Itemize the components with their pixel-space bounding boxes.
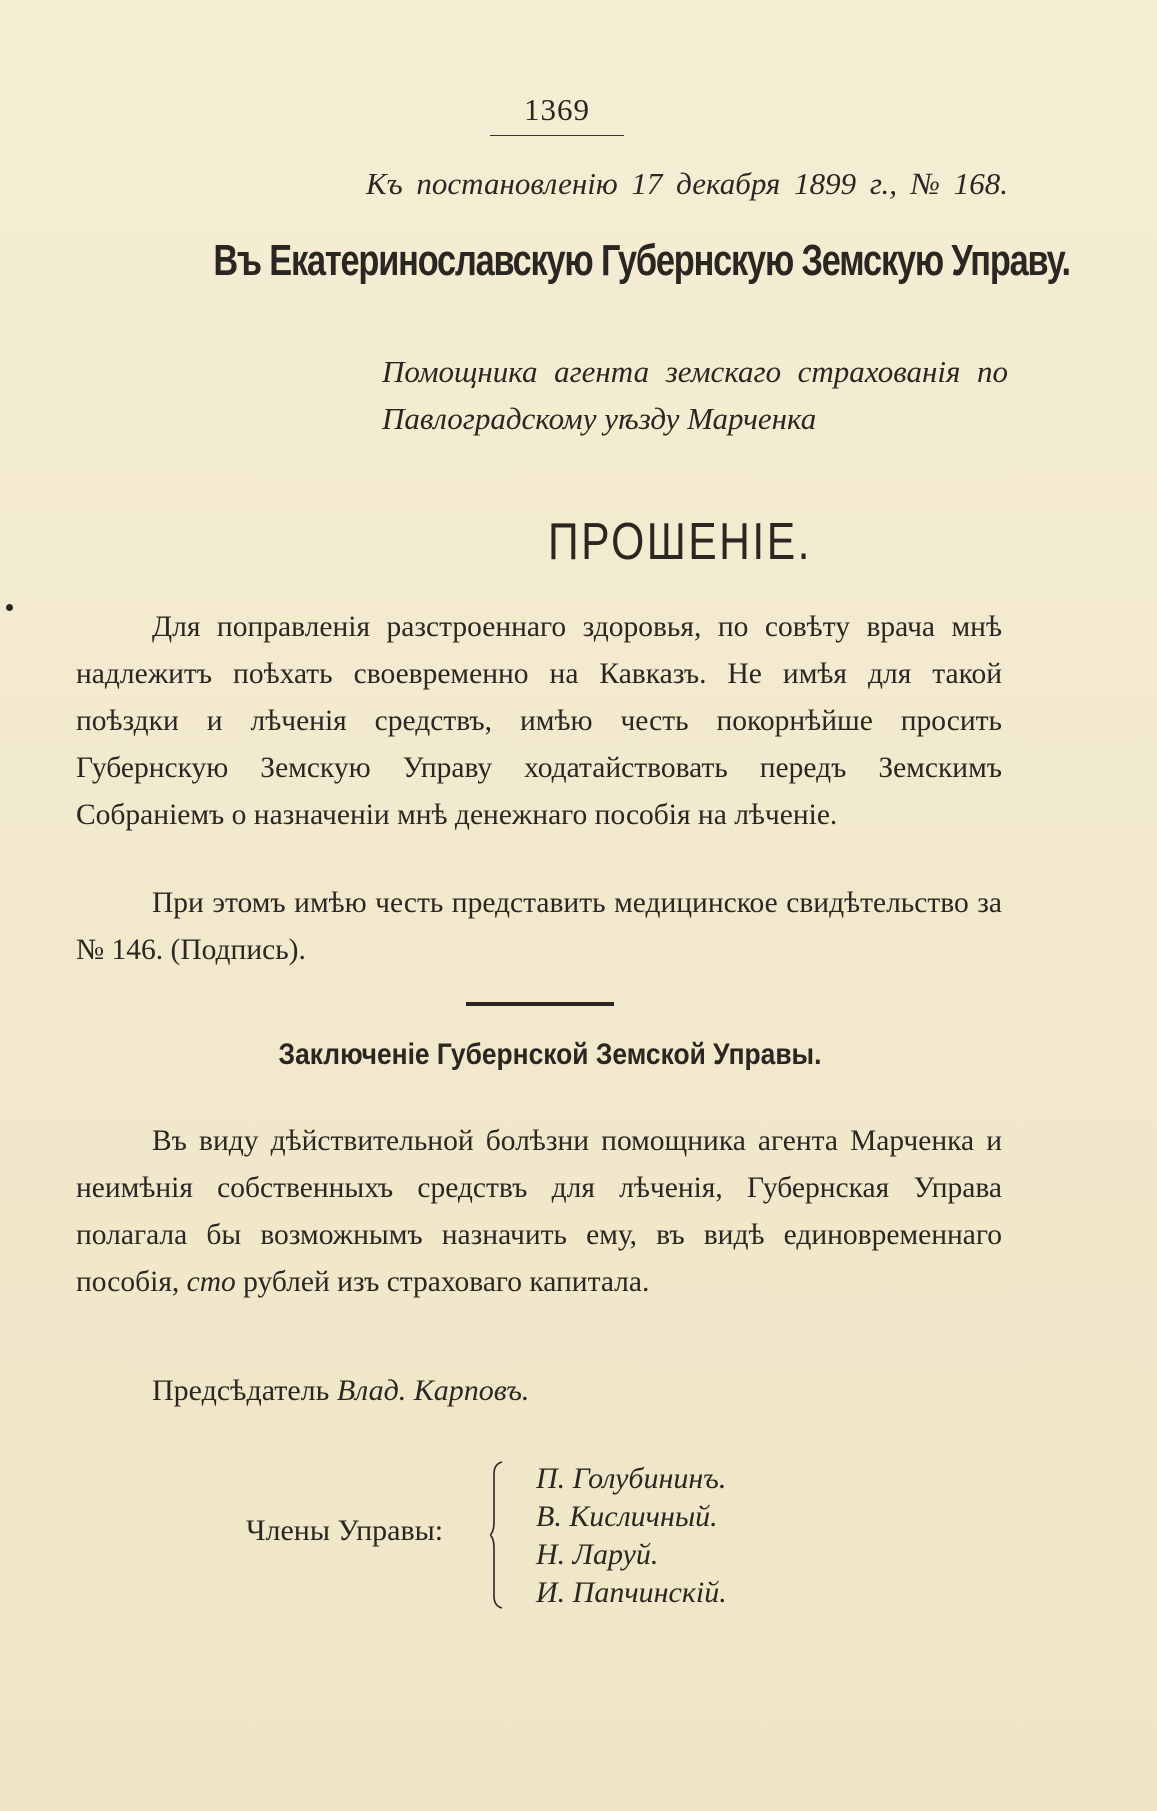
sender-line: Помощника агента земскаго страхованія по Павлоградскому уѣзду Марченка — [382, 354, 1008, 436]
board-members-list — [536, 1460, 727, 1612]
board-member-4: И. Папчинскій. — [536, 1576, 727, 1609]
chairman-name: Влад. Карповъ. — [336, 1374, 530, 1407]
conclusion-text-before: Въ виду дѣйствительной болѣзни помощника агента Марченка и неимѣнія собственныхъ средствъ для лѣченія, Губернская Управа полагала бы возможнымъ назначить ему, въ видѣ единовременнаго пособія, — [76, 1125, 1002, 1298]
conclusion-amount: сто — [186, 1266, 236, 1298]
margin-mark — [6, 604, 13, 611]
page-number-rule — [490, 135, 624, 136]
page-number: 1369 — [524, 92, 590, 127]
brace-icon — [490, 1460, 506, 1610]
petition-paragraph-1: Для поправленія разстроеннаго здоровья, по совѣту врача мнѣ надлежитъ поѣхать своевременно на Кавказъ. Не имѣя для такой поѣздки и лѣченія средствъ, имѣю честь покорнѣйше просить Губернскую Земскую Управу ходатайствовать передъ Земскимъ Собраніемъ о назначеніи мнѣ денежнаго пособія на лѣченіе. — [76, 611, 1002, 831]
chairman-label: Предсѣдатель — [152, 1374, 330, 1407]
chairman-line — [152, 1374, 529, 1408]
board-member-1: П. Голубининъ. — [536, 1462, 727, 1495]
conclusion-paragraph — [76, 1118, 1002, 1306]
board-member-2: В. Кисличный. — [536, 1500, 718, 1533]
addressee-heading: Въ Екатеринославскую Губернскую Земскую Управу. — [213, 236, 1070, 285]
conclusion-title: Заключеніе Губернской Земской Управы. — [278, 1038, 822, 1071]
section-divider — [466, 1002, 614, 1006]
resolution-reference: Къ постановленію 17 декабря 1899 г., № 168. — [366, 166, 1008, 201]
board-member-3: Н. Ларуй. — [536, 1538, 659, 1571]
conclusion-text-after: рублей изъ страховаго капитала. — [235, 1266, 650, 1298]
board-members-label: Члены Управы: — [246, 1514, 444, 1547]
petition-paragraph-2: При этомъ имѣю честь представить медицинское свидѣтельство за № 146. (Подпись). — [76, 887, 1002, 966]
document-title: ПРОШЕНІЕ. — [548, 513, 812, 571]
